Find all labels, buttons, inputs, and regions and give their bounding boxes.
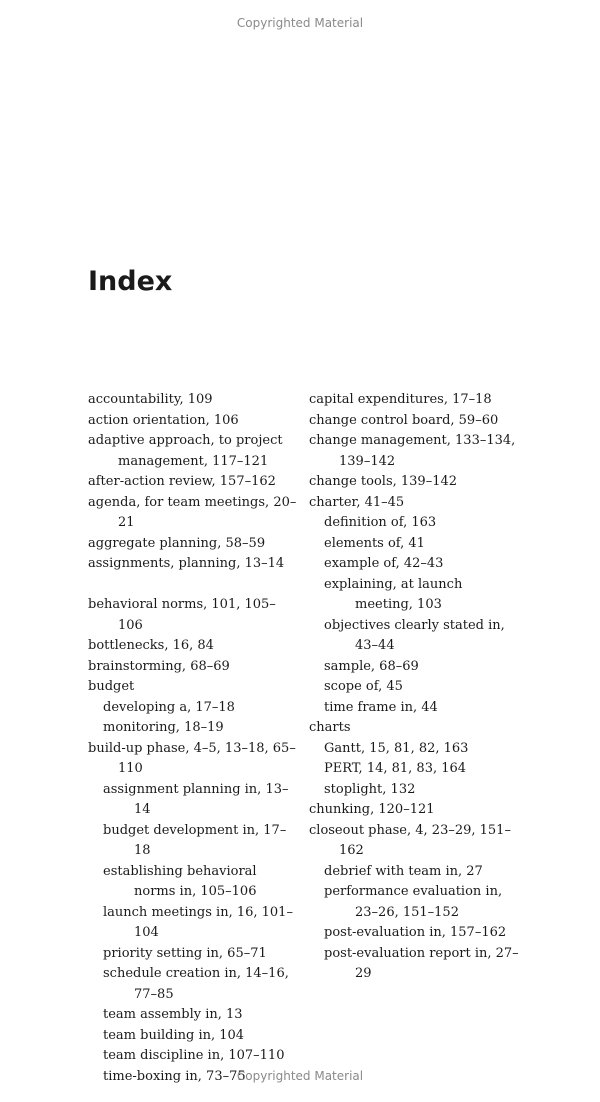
index-column-left — [88, 390, 298, 1087]
index-entry: capital expenditures, 17–18 — [309, 392, 492, 407]
index-subentry: time-boxing in, 73–75 — [103, 1068, 246, 1084]
index-subentry: developing a, 17–18 — [103, 699, 235, 715]
index-subentry: schedule creation in, 14–16, 77–85 — [103, 966, 289, 1002]
index-entry: charter, 41–45 — [309, 494, 405, 510]
index-subentry: stoplight, 132 — [324, 781, 416, 797]
index-subentry: priority setting in, 65–71 — [103, 945, 267, 961]
index-entry: budget — [88, 679, 135, 694]
index-subentry: elements of, 41 — [324, 535, 425, 551]
index-subentry: explaining, at launch meeting, 103 — [324, 576, 463, 612]
watermark-top: Copyrighted Material — [236, 16, 364, 30]
index-subentry: definition of, 163 — [324, 515, 437, 530]
index-subentry: assignment planning in, 13–14 — [103, 781, 289, 817]
index-subentry: objectives clearly stated in, 43–44 — [324, 617, 505, 653]
index-subentry: post-evaluation in, 157–162 — [324, 925, 507, 940]
index-subentry: establishing behavioral norms in, 105–106 — [103, 863, 257, 899]
index-entry: change management, 133–134, 139–142 — [309, 433, 516, 469]
index-subentry: team building in, 104 — [103, 1027, 245, 1043]
index-subentry: post-evaluation report in, 27–29 — [324, 945, 519, 981]
index-entry: charts — [309, 720, 351, 735]
index-subentry: debrief with team in, 27 — [324, 863, 483, 879]
watermark-bottom: Copyrighted Material — [236, 1069, 364, 1083]
index-entry: closeout phase, 4, 23–29, 151–162 — [309, 822, 511, 858]
index-subentry: monitoring, 18–19 — [103, 720, 224, 735]
index-subentry: performance evaluation in, 23–26, 151–152 — [324, 884, 503, 920]
index-entry: aggregate planning, 58–59 — [88, 535, 266, 551]
index-entry: action orientation, 106 — [88, 412, 239, 428]
index-entry: build-up phase, 4–5, 13–18, 65–110 — [88, 740, 296, 776]
index-subentry: PERT, 14, 81, 83, 164 — [324, 761, 467, 776]
index-subentry: launch meetings in, 16, 101–104 — [103, 904, 293, 940]
index-entry: after-action review, 157–162 — [88, 474, 276, 489]
index-subentry: team assembly in, 13 — [103, 1007, 243, 1022]
index-subentry: time frame in, 44 — [324, 699, 438, 715]
index-subentry: budget development in, 17–18 — [103, 822, 287, 858]
index-entry: brainstorming, 68–69 — [88, 658, 230, 674]
index-subentry: sample, 68–69 — [324, 658, 419, 674]
index-entry: behavioral norms, 101, 105–106 — [88, 597, 276, 633]
index-subentry: scope of, 45 — [324, 679, 403, 694]
index-entry: change control board, 59–60 — [309, 412, 499, 428]
index-entry: bottlenecks, 16, 84 — [88, 638, 214, 653]
index-entry: chunking, 120–121 — [309, 802, 435, 817]
index-entry: change tools, 139–142 — [309, 474, 458, 489]
index-entry: adaptive approach, to project management, 117–121 — [88, 433, 283, 469]
index-column-right — [309, 390, 524, 985]
index-subentry: Gantt, 15, 81, 82, 163 — [324, 740, 469, 756]
index-subentry: example of, 42–43 — [324, 556, 444, 571]
index-entry: accountability, 109 — [88, 392, 213, 407]
index-entry: assignments, planning, 13–14 — [88, 556, 285, 571]
index-subentry: team discipline in, 107–110 — [103, 1048, 285, 1063]
index-entry: agenda, for team meetings, 20–21 — [88, 494, 297, 530]
page-title: Index — [88, 266, 173, 297]
